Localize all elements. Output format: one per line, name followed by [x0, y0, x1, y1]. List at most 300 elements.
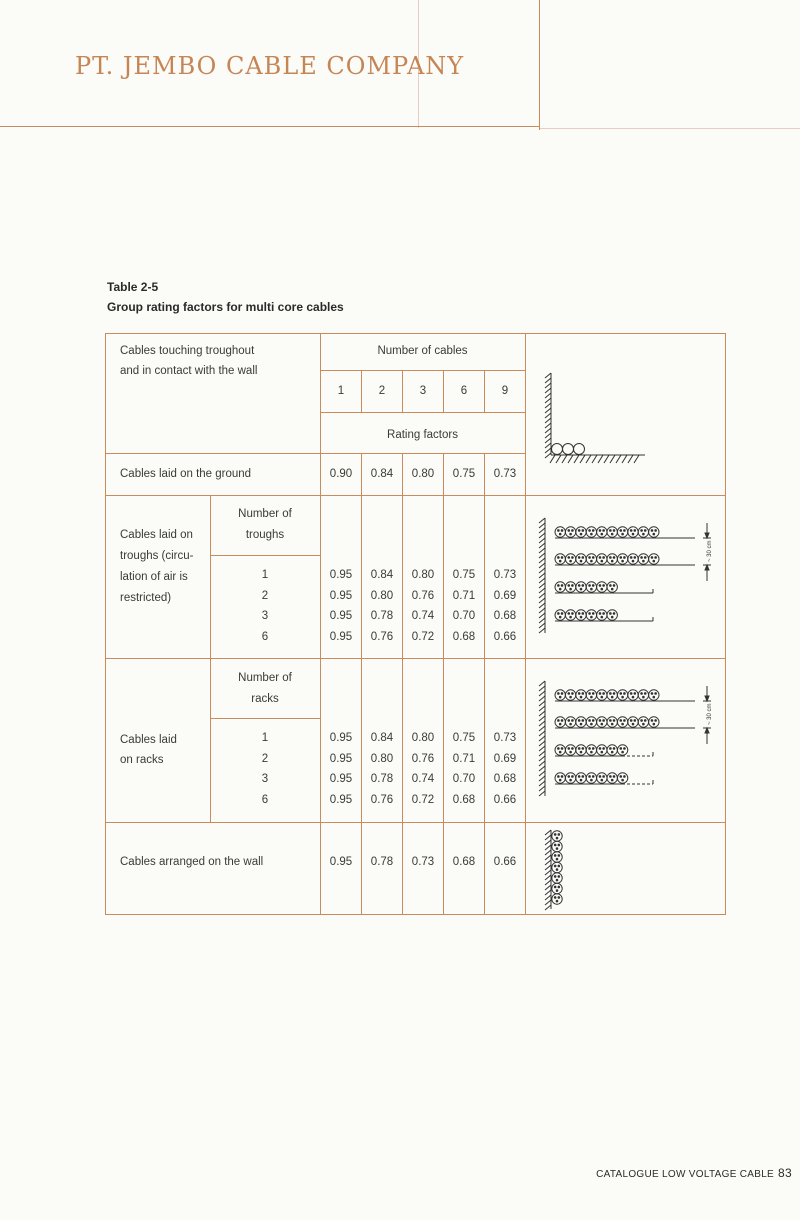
cable-core [558, 886, 560, 888]
rating-value: 0.80 [370, 589, 394, 602]
rating-value: 0.73 [493, 468, 517, 480]
cable-core [589, 720, 591, 722]
cable-core [558, 557, 560, 559]
racks-illustration [535, 676, 725, 806]
wall-hatch [545, 453, 551, 458]
cable-core [554, 876, 556, 878]
cable-core [601, 588, 603, 590]
rating-value: 0.76 [411, 589, 435, 602]
cable-core [624, 776, 626, 778]
cable-core [592, 720, 594, 722]
wall-hatch [539, 558, 545, 563]
ground-hatch [604, 455, 609, 463]
cable-circle [617, 527, 627, 537]
cable-count: 9 [501, 385, 509, 397]
cable-core [620, 720, 622, 722]
cable-circle [565, 745, 575, 755]
wall-hatch [539, 786, 545, 791]
cable-core [653, 560, 655, 562]
cable-core [613, 613, 615, 615]
cable-core [559, 560, 561, 562]
cable-circle [649, 717, 659, 727]
rating-value: 0.68 [493, 773, 517, 785]
cable-core [599, 720, 601, 722]
arrow-head [705, 696, 709, 701]
cable-core [655, 557, 657, 559]
column-divider [320, 333, 321, 915]
rating-value: 0.95 [329, 752, 353, 765]
wall-hatch [539, 543, 545, 548]
cable-core [603, 748, 605, 750]
cable-core [592, 557, 594, 559]
cable-core [561, 748, 563, 750]
wall-hatch [545, 875, 551, 880]
cable-core [559, 533, 561, 535]
cable-circle [576, 745, 586, 755]
cable-core [632, 696, 634, 698]
wall-hatch [539, 538, 545, 543]
rating-value: 0.66 [493, 630, 517, 643]
troughs-label-line: troughs (circu- [120, 550, 194, 562]
cable-core [554, 844, 556, 846]
cable-core [558, 530, 560, 532]
header-label-line: Cables touching troughout [120, 345, 255, 357]
ground-hatch [598, 455, 603, 463]
cable-core [558, 748, 560, 750]
cable-circle [576, 717, 586, 727]
cable-core [589, 613, 591, 615]
trough-count: 2 [261, 589, 269, 602]
ground-label: Cables laid on the ground [120, 468, 252, 480]
cable-core [556, 890, 558, 892]
cable-core [641, 693, 643, 695]
cable-circle [628, 690, 638, 700]
cable-core [572, 585, 574, 587]
wall-hatch [545, 448, 551, 453]
cable-core [578, 613, 580, 615]
cable-circle [607, 773, 617, 783]
cable-core [570, 751, 572, 753]
rating-value: 0.66 [493, 856, 517, 868]
cable-core [651, 557, 653, 559]
cable-core [580, 533, 582, 535]
cable-core [554, 834, 556, 836]
cable-core [655, 693, 657, 695]
cable-circle [565, 717, 575, 727]
rating-value: 0.84 [370, 468, 394, 480]
cable-core [578, 748, 580, 750]
cable-core [559, 751, 561, 753]
rating-value: 0.75 [452, 569, 476, 581]
cable-core [622, 533, 624, 535]
header-divider-horizontal [540, 128, 800, 129]
header-divider-vertical [539, 0, 540, 130]
cable-core [568, 693, 570, 695]
cable-core [611, 533, 613, 535]
cable-core [568, 748, 570, 750]
cable-core [653, 533, 655, 535]
cable-core [641, 557, 643, 559]
wall-hatch [545, 860, 551, 865]
cable-core [641, 720, 643, 722]
cable-core [572, 720, 574, 722]
cable-core [644, 720, 646, 722]
cable-circle [597, 610, 607, 620]
column-divider [402, 453, 403, 915]
rating-value: 0.84 [370, 732, 394, 744]
cable-circle [597, 690, 607, 700]
ground-hatch [610, 455, 615, 463]
cable-core [603, 693, 605, 695]
rating-value: 0.68 [452, 630, 476, 643]
cable-core [632, 560, 634, 562]
cable-core [613, 557, 615, 559]
cable-core [620, 530, 622, 532]
cable-core [589, 776, 591, 778]
troughs-subheader-line: troughs [245, 529, 285, 541]
cable-core [558, 776, 560, 778]
row-divider [105, 453, 525, 454]
cable-circle [555, 717, 565, 727]
cable-core [599, 530, 601, 532]
rack-count: 3 [261, 773, 269, 785]
cable-core [601, 560, 603, 562]
wall-hatch [539, 628, 545, 633]
cable-circle [597, 527, 607, 537]
wall-hatch [539, 706, 545, 711]
cable-circle [576, 610, 586, 620]
wall-hatch [545, 428, 551, 433]
cable-core [578, 530, 580, 532]
cable-core [559, 616, 561, 618]
cable-core [556, 900, 558, 902]
rack-spacing-label: ~ 30 cm [707, 703, 713, 725]
wall-hatch [539, 721, 545, 726]
cable-circle [586, 773, 596, 783]
table-number: Table 2-5 [107, 280, 159, 294]
cable-circle [628, 554, 638, 564]
cable-core [592, 613, 594, 615]
cable-core [611, 560, 613, 562]
rating-value: 0.95 [329, 793, 353, 806]
cable-core [572, 693, 574, 695]
wall-hatch [545, 413, 551, 418]
rating-value: 0.95 [329, 569, 353, 581]
wall-hatch [539, 791, 545, 796]
cable-core [603, 530, 605, 532]
cable-circle [555, 582, 565, 592]
wall-hatch [539, 588, 545, 593]
cable-core [570, 696, 572, 698]
rating-value: 0.76 [411, 752, 435, 765]
ground-hatch [586, 455, 591, 463]
cable-core [578, 720, 580, 722]
wall-hatch [539, 751, 545, 756]
wall-hatch [539, 568, 545, 573]
rack-count: 1 [261, 732, 269, 744]
cable-core [572, 557, 574, 559]
cable-core [568, 720, 570, 722]
cable-core [559, 779, 561, 781]
cable-core [613, 748, 615, 750]
cable-core [634, 693, 636, 695]
cable-core [622, 779, 624, 781]
cable-core [630, 693, 632, 695]
column-divider [525, 333, 526, 915]
rating-value: 0.80 [411, 732, 435, 744]
cable-core [568, 613, 570, 615]
cable-core [592, 776, 594, 778]
cable-core [561, 613, 563, 615]
cable-core [622, 560, 624, 562]
ground-hatch [628, 455, 633, 463]
wall-hatch [545, 423, 551, 428]
cable-circle [607, 690, 617, 700]
rating-value: 0.68 [452, 856, 476, 868]
cable-core [620, 776, 622, 778]
troughs-label-line: Cables laid on [120, 529, 193, 541]
cable-core [558, 834, 560, 836]
cable-core [611, 588, 613, 590]
cable-core [599, 613, 601, 615]
cable-core [572, 613, 574, 615]
rating-value: 0.68 [452, 793, 476, 806]
cable-core [620, 693, 622, 695]
wall-hatch [539, 593, 545, 598]
wall-hatch [545, 895, 551, 900]
cable-core [554, 897, 556, 899]
wall-hatch [545, 388, 551, 393]
trough-count: 6 [261, 630, 269, 643]
cable-core [568, 585, 570, 587]
wall-hatch [539, 518, 545, 523]
cable-core [582, 776, 584, 778]
cable-core [558, 876, 560, 878]
cable-core [578, 557, 580, 559]
cable-core [624, 720, 626, 722]
wall-hatch [539, 691, 545, 696]
cable-circle [638, 717, 648, 727]
cable-core [568, 557, 570, 559]
rating-value: 0.90 [329, 468, 353, 480]
cable-core [559, 723, 561, 725]
racks-subheader-line: Number of [238, 672, 292, 684]
rating-value: 0.80 [411, 468, 435, 480]
rating-factors-header: Rating factors [387, 429, 458, 441]
cable-core [558, 844, 560, 846]
cable-core [559, 588, 561, 590]
cable-core [561, 530, 563, 532]
page-number: 83 [778, 1166, 792, 1180]
wall-hatch [539, 533, 545, 538]
wall-hatch [545, 438, 551, 443]
wall-hatch [545, 885, 551, 890]
cable-core [580, 723, 582, 725]
cable-core [611, 723, 613, 725]
cable-core [644, 530, 646, 532]
rating-value: 0.72 [411, 630, 435, 643]
rating-value: 0.95 [329, 610, 353, 622]
row-divider [210, 555, 320, 556]
ground-hatch [550, 455, 555, 463]
rating-value: 0.95 [329, 630, 353, 643]
catalogue-name: CATALOGUE LOW VOLTAGE CABLE [596, 1169, 775, 1180]
rating-value: 0.72 [411, 793, 435, 806]
rating-value: 0.76 [370, 793, 394, 806]
cable-core [572, 748, 574, 750]
cable-circle [597, 554, 607, 564]
cable-core [580, 588, 582, 590]
cable-core [624, 693, 626, 695]
rating-value: 0.69 [493, 752, 517, 765]
cable-core [643, 533, 645, 535]
rating-value: 0.73 [411, 856, 435, 868]
wall-hatch [545, 433, 551, 438]
cable-core [556, 858, 558, 860]
cable-core [558, 897, 560, 899]
cable-count: 1 [337, 385, 345, 397]
cable-core [622, 751, 624, 753]
troughs-illustration [535, 513, 725, 643]
cable-circle [638, 527, 648, 537]
cable-circle [607, 582, 617, 592]
cable-core [558, 585, 560, 587]
wall-hatch [545, 900, 551, 905]
cable-circle [597, 773, 607, 783]
rating-value: 0.76 [370, 630, 394, 643]
cable-core [603, 720, 605, 722]
wall-hatch [545, 835, 551, 840]
arrow-head [705, 728, 709, 733]
cable-core [558, 693, 560, 695]
wall-hatch [545, 845, 551, 850]
cable-core [613, 585, 615, 587]
arrow-head [705, 533, 709, 538]
rating-value: 0.71 [452, 589, 476, 602]
cable-core [561, 585, 563, 587]
cable-core [582, 613, 584, 615]
wall-hatch [539, 711, 545, 716]
cable-count: 2 [378, 385, 386, 397]
cable-core [558, 855, 560, 857]
wall-hatch [545, 865, 551, 870]
cable-core [624, 748, 626, 750]
cable-core [613, 776, 615, 778]
cable-core [611, 751, 613, 753]
rating-value: 0.75 [452, 468, 476, 480]
cable-core [601, 616, 603, 618]
cable-circle [576, 690, 586, 700]
cable-core [643, 696, 645, 698]
wall-hatch [545, 840, 551, 845]
cable-core [591, 779, 593, 781]
cable-circle [607, 527, 617, 537]
wall-hatch [539, 776, 545, 781]
rating-value: 0.68 [493, 610, 517, 622]
wall-hatch [545, 383, 551, 388]
arrow-head [705, 565, 709, 570]
cable-circle [617, 717, 627, 727]
cable-circle [628, 717, 638, 727]
cable-core [651, 530, 653, 532]
cable-core [591, 751, 593, 753]
rating-value: 0.66 [493, 793, 517, 806]
cable-core [578, 585, 580, 587]
cable-core [634, 530, 636, 532]
cable-circle [552, 883, 562, 893]
rating-value: 0.95 [329, 732, 353, 744]
wall-hatch [539, 563, 545, 568]
cable-circle [649, 690, 659, 700]
cable-core [592, 530, 594, 532]
cable-core [561, 720, 563, 722]
wall-hatch [539, 726, 545, 731]
cable-circle [649, 554, 659, 564]
cable-core [580, 696, 582, 698]
cable-core [613, 720, 615, 722]
cable-circle [586, 717, 596, 727]
wall-hatch [545, 870, 551, 875]
cable-core [558, 613, 560, 615]
cable-core [570, 723, 572, 725]
cable-circle [552, 862, 562, 872]
cable-core [651, 693, 653, 695]
cable-circle [565, 527, 575, 537]
cable-core [599, 585, 601, 587]
wall-hatch [539, 736, 545, 741]
wall-hatch [539, 686, 545, 691]
cable-core [641, 530, 643, 532]
row-divider [105, 495, 726, 496]
wall-hatch [545, 393, 551, 398]
cable-core [603, 776, 605, 778]
wall-hatch [539, 613, 545, 618]
cable-core [601, 696, 603, 698]
cable-core [599, 693, 601, 695]
cable-core [601, 723, 603, 725]
cable-circle [555, 527, 565, 537]
rating-value: 0.84 [370, 569, 394, 581]
cable-circle [576, 554, 586, 564]
cable-circle [565, 690, 575, 700]
cable-core [580, 779, 582, 781]
wall-hatch [539, 553, 545, 558]
cable-circle [586, 610, 596, 620]
cable-circle [586, 527, 596, 537]
wall-hatch [539, 523, 545, 528]
cable-core [613, 693, 615, 695]
rating-value: 0.80 [411, 569, 435, 581]
cable-core [582, 585, 584, 587]
wall-hatch [545, 890, 551, 895]
wall-hatch [539, 746, 545, 751]
wall-stacked-cables-illustration [535, 827, 595, 912]
rating-value: 0.78 [370, 856, 394, 868]
cable-core [601, 533, 603, 535]
rating-value: 0.75 [452, 732, 476, 744]
cable-core [580, 751, 582, 753]
troughs-label-line: lation of air is [120, 571, 188, 583]
cable-core [556, 837, 558, 839]
cable-core [556, 848, 558, 850]
cable-core [561, 693, 563, 695]
cable-core [559, 696, 561, 698]
cable-core [610, 557, 612, 559]
wall-hatch [545, 398, 551, 403]
cable-core [644, 693, 646, 695]
cable-circle [552, 831, 562, 841]
cable-core [570, 616, 572, 618]
